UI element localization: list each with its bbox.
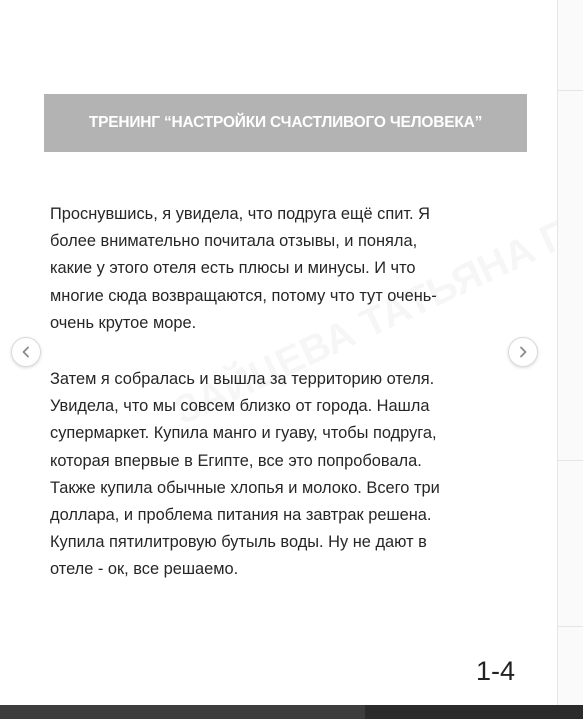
scroll-thumb[interactable] bbox=[0, 705, 365, 719]
slide-title-banner: ТРЕНИНГ “НАСТРОЙКИ СЧАСТЛИВОГО ЧЕЛОВЕКА” bbox=[44, 94, 527, 152]
text-line: которая впервые в Египте, все это попробовала. bbox=[50, 451, 422, 470]
text-line: более внимательно почитала отзывы, и поняла, bbox=[50, 232, 418, 251]
previous-slide-button[interactable] bbox=[11, 337, 41, 367]
text-line: какие у этого отеля есть плюсы и минусы. И что bbox=[50, 259, 416, 278]
divider bbox=[558, 626, 583, 627]
text-line: Затем я собралась и вышла за территорию отеля. bbox=[50, 370, 435, 388]
divider bbox=[558, 460, 583, 461]
side-panel-edge bbox=[557, 0, 583, 705]
next-slide-button[interactable] bbox=[508, 337, 538, 367]
chevron-left-icon bbox=[20, 346, 32, 358]
text-line: многие сюда возвращаются, потому что тут очень- bbox=[50, 286, 437, 305]
chevron-right-icon bbox=[517, 346, 529, 358]
paragraph-1 bbox=[50, 201, 520, 337]
page-indicator: 1-4 bbox=[476, 656, 516, 686]
paragraph-2 bbox=[50, 366, 520, 584]
text-line: доллара, и проблема питания на завтрак решена. bbox=[50, 506, 432, 525]
text-line: очень крутое море. bbox=[50, 313, 197, 332]
text-line: отеле - ок, все решаемо. bbox=[50, 560, 239, 579]
divider bbox=[558, 90, 583, 91]
text-line: Проснувшись, я увидела, что подруга ещё спит. Я bbox=[50, 205, 430, 223]
text-line: супермаркет. Купила манго и гуаву, чтобы подруга, bbox=[50, 424, 437, 443]
text-line: Также купила обычные хлопья и молоко. Всего три bbox=[50, 478, 440, 497]
text-line: Увидела, что мы совсем близко от города. Нашла bbox=[50, 397, 430, 416]
bottom-bar bbox=[0, 705, 583, 719]
text-line: Купила пятилитровую бутыль воды. Ну не дают в bbox=[50, 533, 427, 552]
